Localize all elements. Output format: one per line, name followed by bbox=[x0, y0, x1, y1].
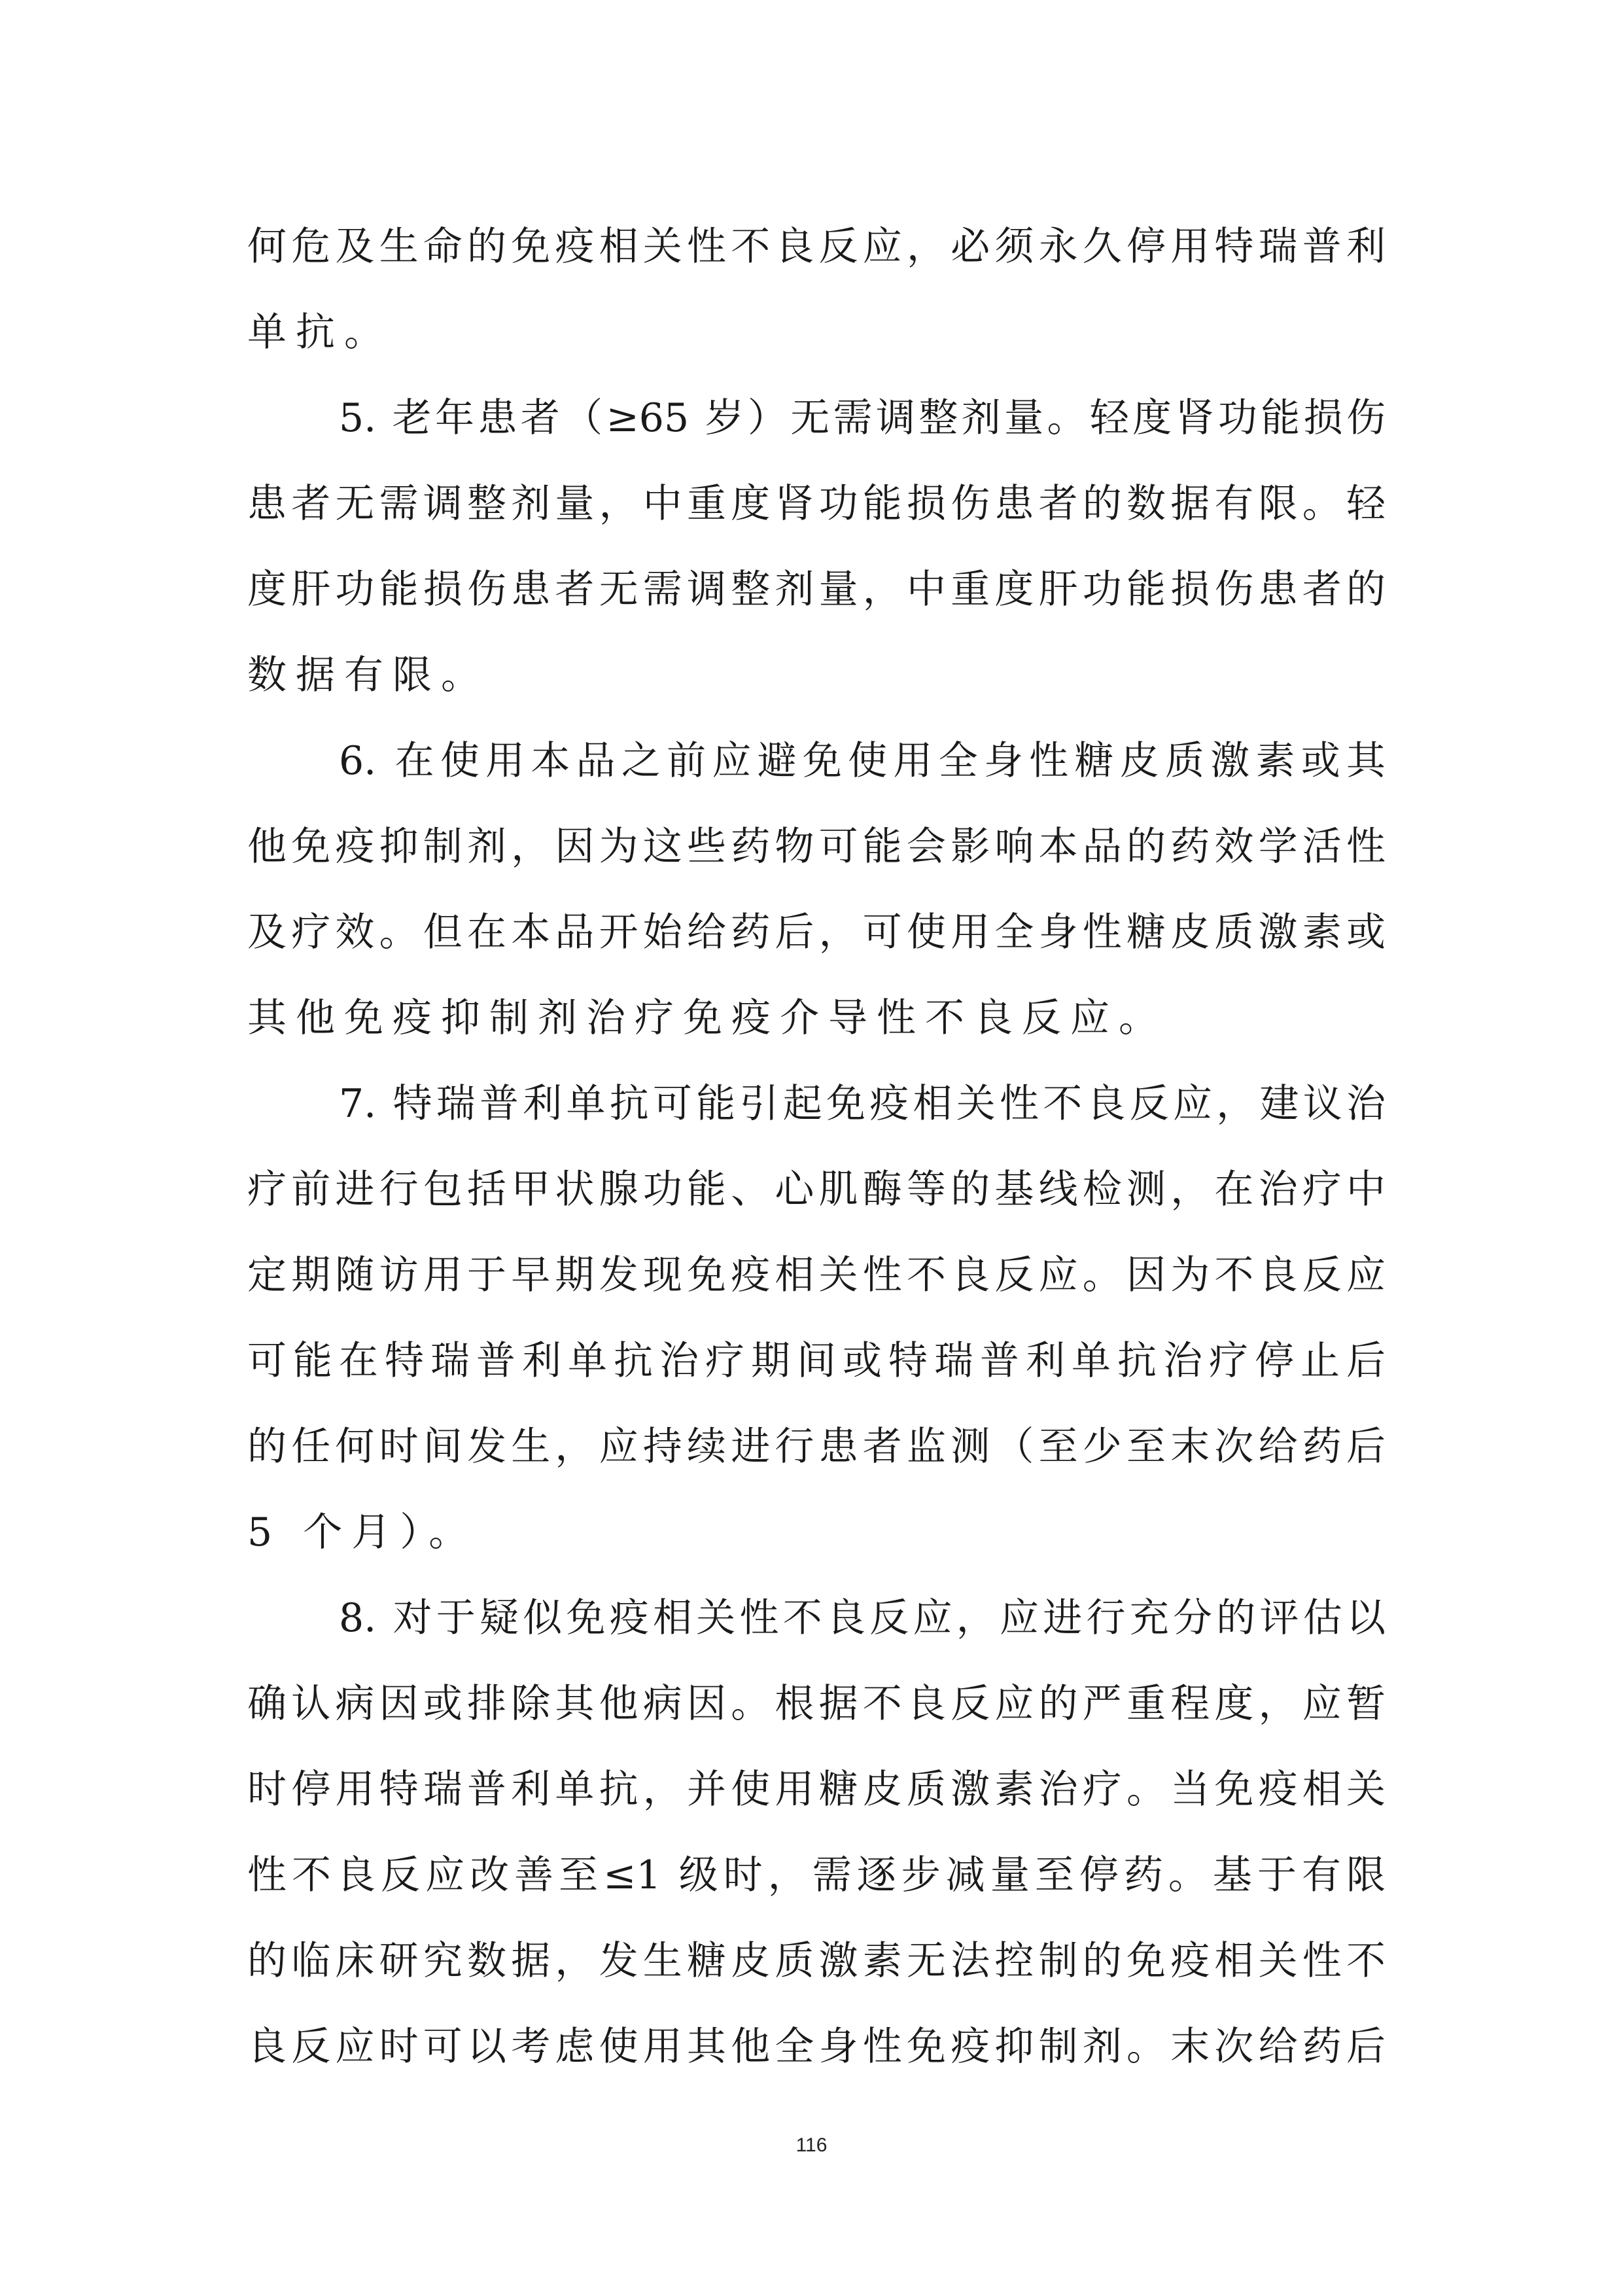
text-line: 的任何时间发生，应持续进行患者监测（至少至末次给药后 bbox=[247, 1424, 1386, 1470]
text-line: 性不良反应改善至≤1 级时，需逐步减量至停药。基于有限 bbox=[247, 1852, 1386, 1898]
paragraph-7 bbox=[247, 1061, 1386, 1576]
paragraph-8 bbox=[247, 1576, 1386, 2090]
text-line: 度肝功能损伤患者无需调整剂量，中重度肝功能损伤患者的 bbox=[247, 567, 1386, 612]
text-line: 确认病因或排除其他病因。根据不良反应的严重程度，应暂 bbox=[247, 1681, 1386, 1727]
text-line: 他免疫抑制剂，因为这些药物可能会影响本品的药效学活性 bbox=[247, 824, 1386, 870]
text-line: 5. 老年患者（≥65 岁）无需调整剂量。轻度肾功能损伤 bbox=[339, 395, 1386, 441]
text-line: 及疗效。但在本品开始给药后，可使用全身性糖皮质激素或 bbox=[247, 910, 1386, 955]
paragraph-6 bbox=[247, 718, 1386, 1061]
text-line: 8. 对于疑似免疫相关性不良反应，应进行充分的评估以 bbox=[339, 1595, 1386, 1641]
paragraph-4-continuation bbox=[247, 204, 1386, 376]
text-line: 可能在特瑞普利单抗治疗期间或特瑞普利单抗治疗停止后 bbox=[247, 1338, 1386, 1384]
text-line: 其他免疫抑制剂治疗免疫介导性不良反应。 bbox=[247, 995, 1167, 1041]
text-line: 6. 在使用本品之前应避免使用全身性糖皮质激素或其 bbox=[339, 738, 1386, 784]
text-line: 5 个月）。 bbox=[247, 1510, 478, 1555]
paragraph-5 bbox=[247, 376, 1386, 718]
text-line: 时停用特瑞普利单抗，并使用糖皮质激素治疗。当免疫相关 bbox=[247, 1767, 1386, 1812]
page-number: 116 bbox=[795, 2134, 828, 2156]
text-line: 定期随访用于早期发现免疫相关性不良反应。因为不良反应 bbox=[247, 1252, 1386, 1298]
text-line: 7. 特瑞普利单抗可能引起免疫相关性不良反应，建议治 bbox=[339, 1081, 1386, 1127]
text-line: 良反应时可以考虑使用其他全身性免疫抑制剂。末次给药后 bbox=[247, 2024, 1386, 2070]
text-line: 单抗。 bbox=[247, 309, 393, 355]
text-line: 何危及生命的免疫相关性不良反应，必须永久停用特瑞普利 bbox=[247, 224, 1386, 270]
text-line: 数据有限。 bbox=[247, 652, 489, 698]
text-line: 患者无需调整剂量，中重度肾功能损伤患者的数据有限。轻 bbox=[247, 481, 1386, 527]
text-line: 疗前进行包括甲状腺功能、心肌酶等的基线检测，在治疗中 bbox=[247, 1167, 1386, 1212]
text-line: 的临床研究数据，发生糖皮质激素无法控制的免疫相关性不 bbox=[247, 1938, 1386, 1984]
body-text bbox=[247, 204, 1386, 2090]
